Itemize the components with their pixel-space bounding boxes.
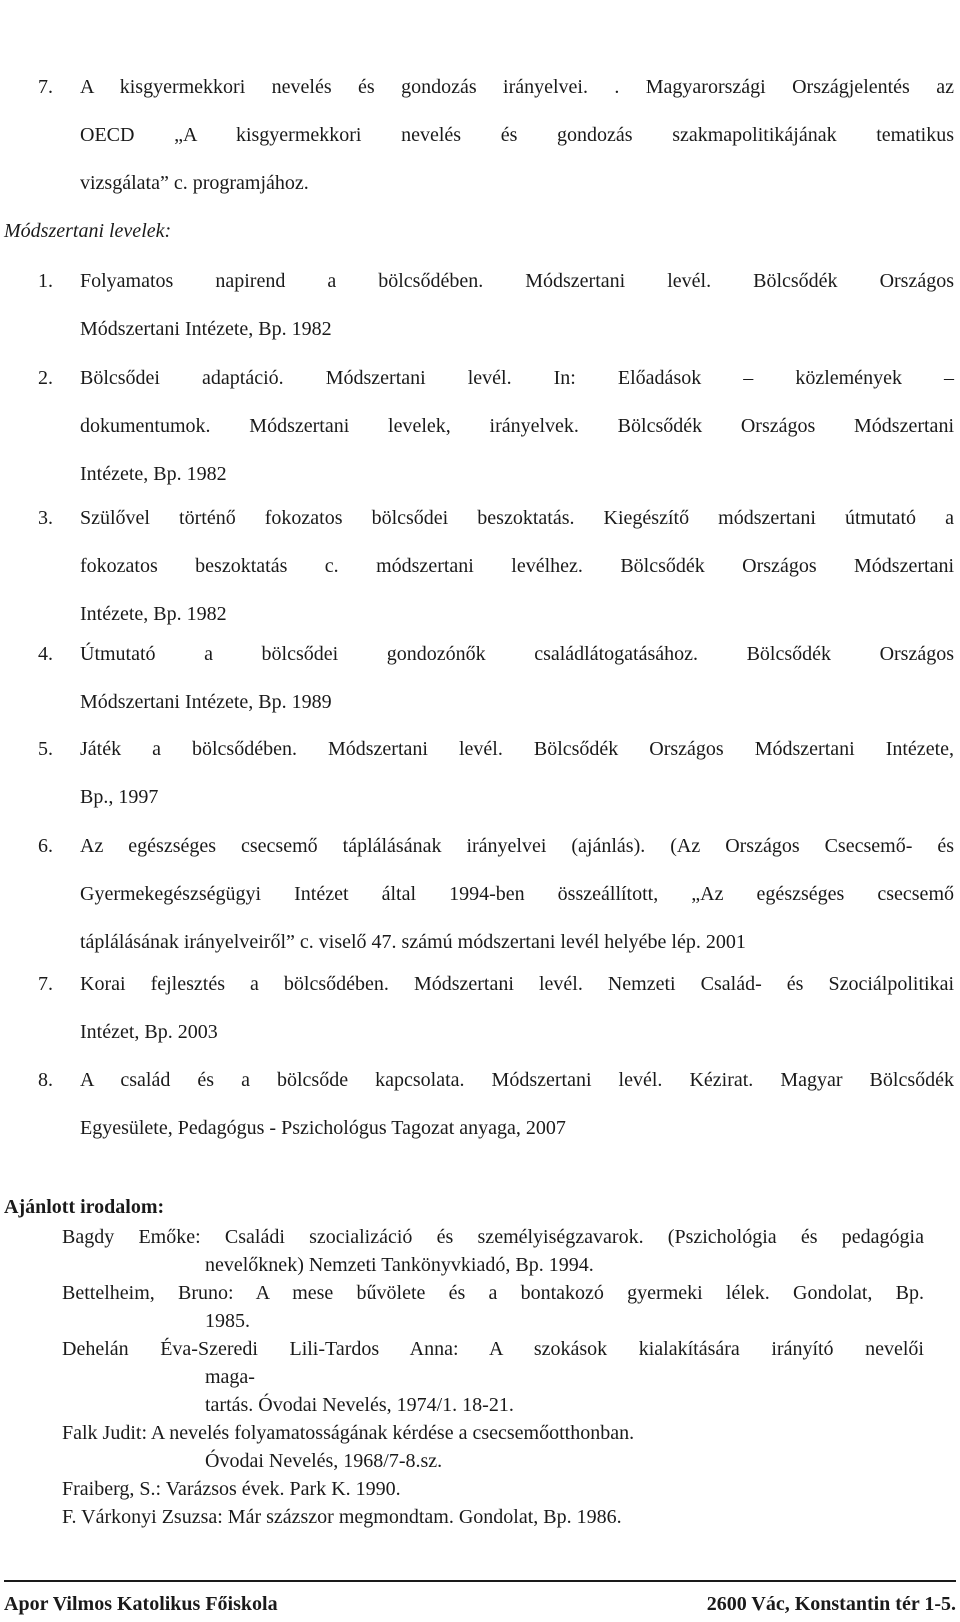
item-number: 4. (38, 643, 53, 665)
literature-line: Falk Judit: A nevelés folyamatosságának kérdése a csecsemőotthonban. (62, 1422, 635, 1444)
item-line: Intézet, Bp. 2003 (80, 1021, 218, 1043)
literature-line: nevelőknek) Nemzeti Tankönyvkiadó, Bp. 1994. (205, 1254, 594, 1276)
item-line: fokozatos beszoktatás c. módszertani levélhez. Bölcsődék Országos Módszertani (80, 555, 954, 577)
item-number: 7. (38, 76, 53, 98)
item-line: Szülővel történő fokozatos bölcsődei beszoktatás. Kiegészítő módszertani útmutató a (80, 507, 954, 529)
item-line: A család és a bölcsőde kapcsolata. Módszertani levél. Kézirat. Magyar Bölcsődék (80, 1069, 954, 1091)
item-body (80, 75, 954, 219)
item-body (80, 642, 954, 738)
item-line: Korai fejlesztés a bölcsődében. Módszertani levél. Nemzeti Család- és Szociálpolitikai (80, 973, 954, 995)
item-number: 2. (38, 367, 53, 389)
literature-line: Óvodai Nevelés, 1968/7-8.sz. (205, 1450, 443, 1472)
footer-divider (4, 1580, 956, 1582)
item-line: dokumentumok. Módszertani levelek, irányelvek. Bölcsődék Országos Módszertani (80, 415, 954, 437)
item-body (80, 366, 954, 510)
literature-line: Fraiberg, S.: Varázsos évek. Park K. 1990. (62, 1478, 401, 1500)
footer-institution: Apor Vilmos Katolikus Főiskola (4, 1593, 278, 1615)
item-line: Gyermekegészségügyi Intézet által 1994-ben összeállított, „Az egészséges csecsemő (80, 883, 954, 905)
item-line: A kisgyermekkori nevelés és gondozás irányelvei. . Magyarországi Országjelentés az (80, 76, 954, 98)
section-heading-recommended-literature: Ajánlott irodalom: (4, 1196, 165, 1218)
item-body (80, 737, 954, 833)
item-body (80, 834, 954, 978)
item-line: Intézete, Bp. 1982 (80, 603, 227, 625)
item-line: Az egészséges csecsemő táplálásának irányelvei (ajánlás). (Az Országos Csecsemő- és (80, 835, 954, 857)
literature-line: 1985. (205, 1310, 250, 1332)
literature-line: Bagdy Emőke: Családi szocializáció és személyiségzavarok. (Pszichológia és pedagógia (62, 1226, 924, 1248)
item-line: Folyamatos napirend a bölcsődében. Módszertani levél. Bölcsődék Országos (80, 270, 954, 292)
literature-line: maga- (205, 1366, 255, 1388)
item-line: Játék a bölcsődében. Módszertani levél. Bölcsődék Országos Módszertani Intézete, (80, 738, 954, 760)
item-line: OECD „A kisgyermekkori nevelés és gondozás szakmapolitikájának tematikus (80, 124, 954, 146)
item-number: 5. (38, 738, 53, 760)
item-number: 7. (38, 973, 53, 995)
item-body (80, 1068, 954, 1164)
literature-line: Dehelán Éva-Szeredi Lili-Tardos Anna: A szokások kialakítására irányító nevelői (62, 1338, 924, 1360)
literature-line: F. Várkonyi Zsuzsa: Már százszor megmondtam. Gondolat, Bp. 1986. (62, 1506, 622, 1528)
item-line: Bölcsődei adaptáció. Módszertani levél. In: Előadások – közlemények – (80, 367, 954, 389)
section-heading-method-letters: Módszertani levelek: (4, 220, 172, 242)
item-number: 3. (38, 507, 53, 529)
item-body (80, 269, 954, 365)
item-body (80, 972, 954, 1068)
item-number: 1. (38, 270, 53, 292)
item-line: táplálásának irányelveiről” c. viselő 47. számú módszertani levél helyébe lép. 2001 (80, 931, 746, 953)
literature-line: Bettelheim, Bruno: A mese bűvölete és a bontakozó gyermeki lélek. Gondolat, Bp. (62, 1282, 924, 1304)
literature-line: tartás. Óvodai Nevelés, 1974/1. 18-21. (205, 1394, 514, 1416)
item-number: 8. (38, 1069, 53, 1091)
item-line: Módszertani Intézete, Bp. 1989 (80, 691, 332, 713)
item-line: Egyesülete, Pedagógus - Pszichológus Tagozat anyaga, 2007 (80, 1117, 566, 1139)
item-line: Intézete, Bp. 1982 (80, 463, 227, 485)
item-line: Útmutató a bölcsődei gondozónők családlátogatásához. Bölcsődék Országos (80, 643, 954, 665)
item-line: Bp., 1997 (80, 786, 159, 808)
item-body (80, 506, 954, 650)
item-line: Módszertani Intézete, Bp. 1982 (80, 318, 332, 340)
footer-address: 2600 Vác, Konstantin tér 1-5. (706, 1593, 956, 1615)
item-number: 6. (38, 835, 53, 857)
item-line: vizsgálata” c. programjához. (80, 172, 309, 194)
